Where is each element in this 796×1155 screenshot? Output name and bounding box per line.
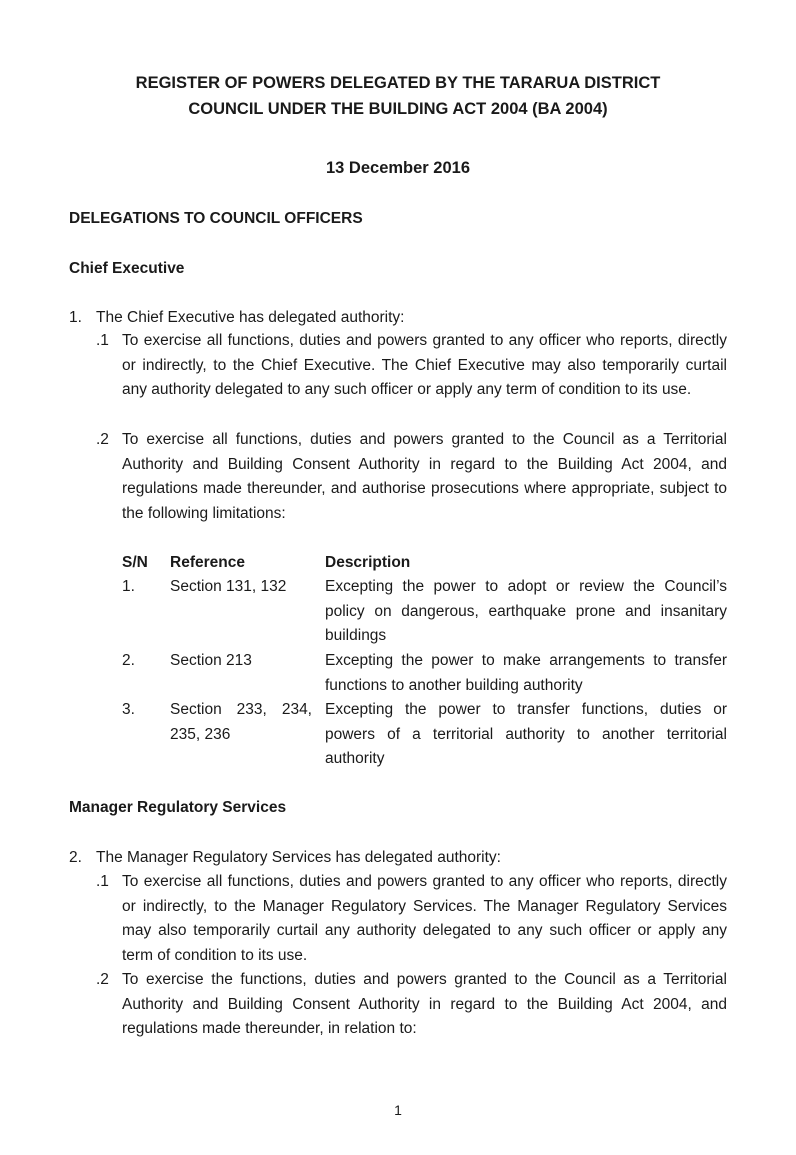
table-row-2-sn: 2. (122, 652, 135, 669)
table-header-description: Description (325, 554, 411, 571)
item-1-sub-1-text: To exercise all functions, duties and powers granted to any officer who reports, directly or indirectly, to the Chief Executive. The Chief Executive may also temporarily curtail any authority delegated to any such officer or apply any term of condition to its use. (122, 332, 727, 399)
item-2-sub-2-number: .2 (96, 971, 109, 988)
item-2-sub-1-text: To exercise all functions, duties and powers granted to any officer who reports, directly or indirectly, to the Manager Regulatory Services. The Manager Regulatory Services may also temporarily curtail any authority delegated to any such officer or apply any term of condition to its use. (122, 873, 727, 964)
table-header-reference: Reference (170, 554, 245, 571)
table-row-2-reference: Section 213 (170, 652, 252, 669)
table-row-2-description: Excepting the power to make arrangements to transfer functions to another building authority (325, 652, 727, 694)
table-row-1-reference: Section 131, 132 (170, 578, 287, 595)
table-row-1-sn: 1. (122, 578, 135, 595)
item-2-sub-2-text: To exercise the functions, duties and powers granted to the Council as a Territorial Authority and Building Consent Authority in regard to the Building Act 2004, and regulations made thereunder, in relation to: (122, 971, 727, 1038)
document-date: 13 December 2016 (325, 159, 471, 177)
document-title (0, 70, 796, 122)
item-1-sub-2-text: To exercise all functions, duties and powers granted to the Council as a Territorial Authority and Building Consent Authority in regard to the Building Act 2004, and regulations made thereunder, and authorise prosecutions where appropriate, subject to the following limitations: (122, 431, 727, 522)
table-row-3-description: Excepting the power to transfer functions, duties or powers of a territorial authority to another territorial authority (325, 701, 727, 768)
section-heading: DELEGATIONS TO COUNCIL OFFICERS (69, 210, 363, 227)
item-2-number: 2. (69, 849, 82, 866)
title-line-2: COUNCIL UNDER THE BUILDING ACT 2004 (BA 2004) (188, 100, 608, 118)
table-header-sn: S/N (122, 554, 148, 571)
item-1-sub-2-number: .2 (96, 431, 109, 448)
chief-executive-heading: Chief Executive (69, 260, 185, 277)
item-2-text: The Manager Regulatory Services has delegated authority: (96, 849, 501, 866)
table-row-3-sn: 3. (122, 701, 135, 718)
table-row-1-description: Excepting the power to adopt or review the Council’s policy on dangerous, earthquake prone and insanitary buildings (325, 578, 727, 645)
table-row-3-reference: Section 233, 234, 235, 236 (170, 701, 312, 743)
manager-regulatory-heading: Manager Regulatory Services (69, 799, 287, 816)
item-1-sub-1-number: .1 (96, 332, 109, 349)
item-1-number: 1. (69, 309, 82, 326)
page-number: 1 (394, 1102, 402, 1118)
title-line-1: REGISTER OF POWERS DELEGATED BY THE TARARUA DISTRICT (135, 74, 661, 92)
item-1-text: The Chief Executive has delegated authority: (96, 309, 405, 326)
item-2-sub-1-number: .1 (96, 873, 109, 890)
